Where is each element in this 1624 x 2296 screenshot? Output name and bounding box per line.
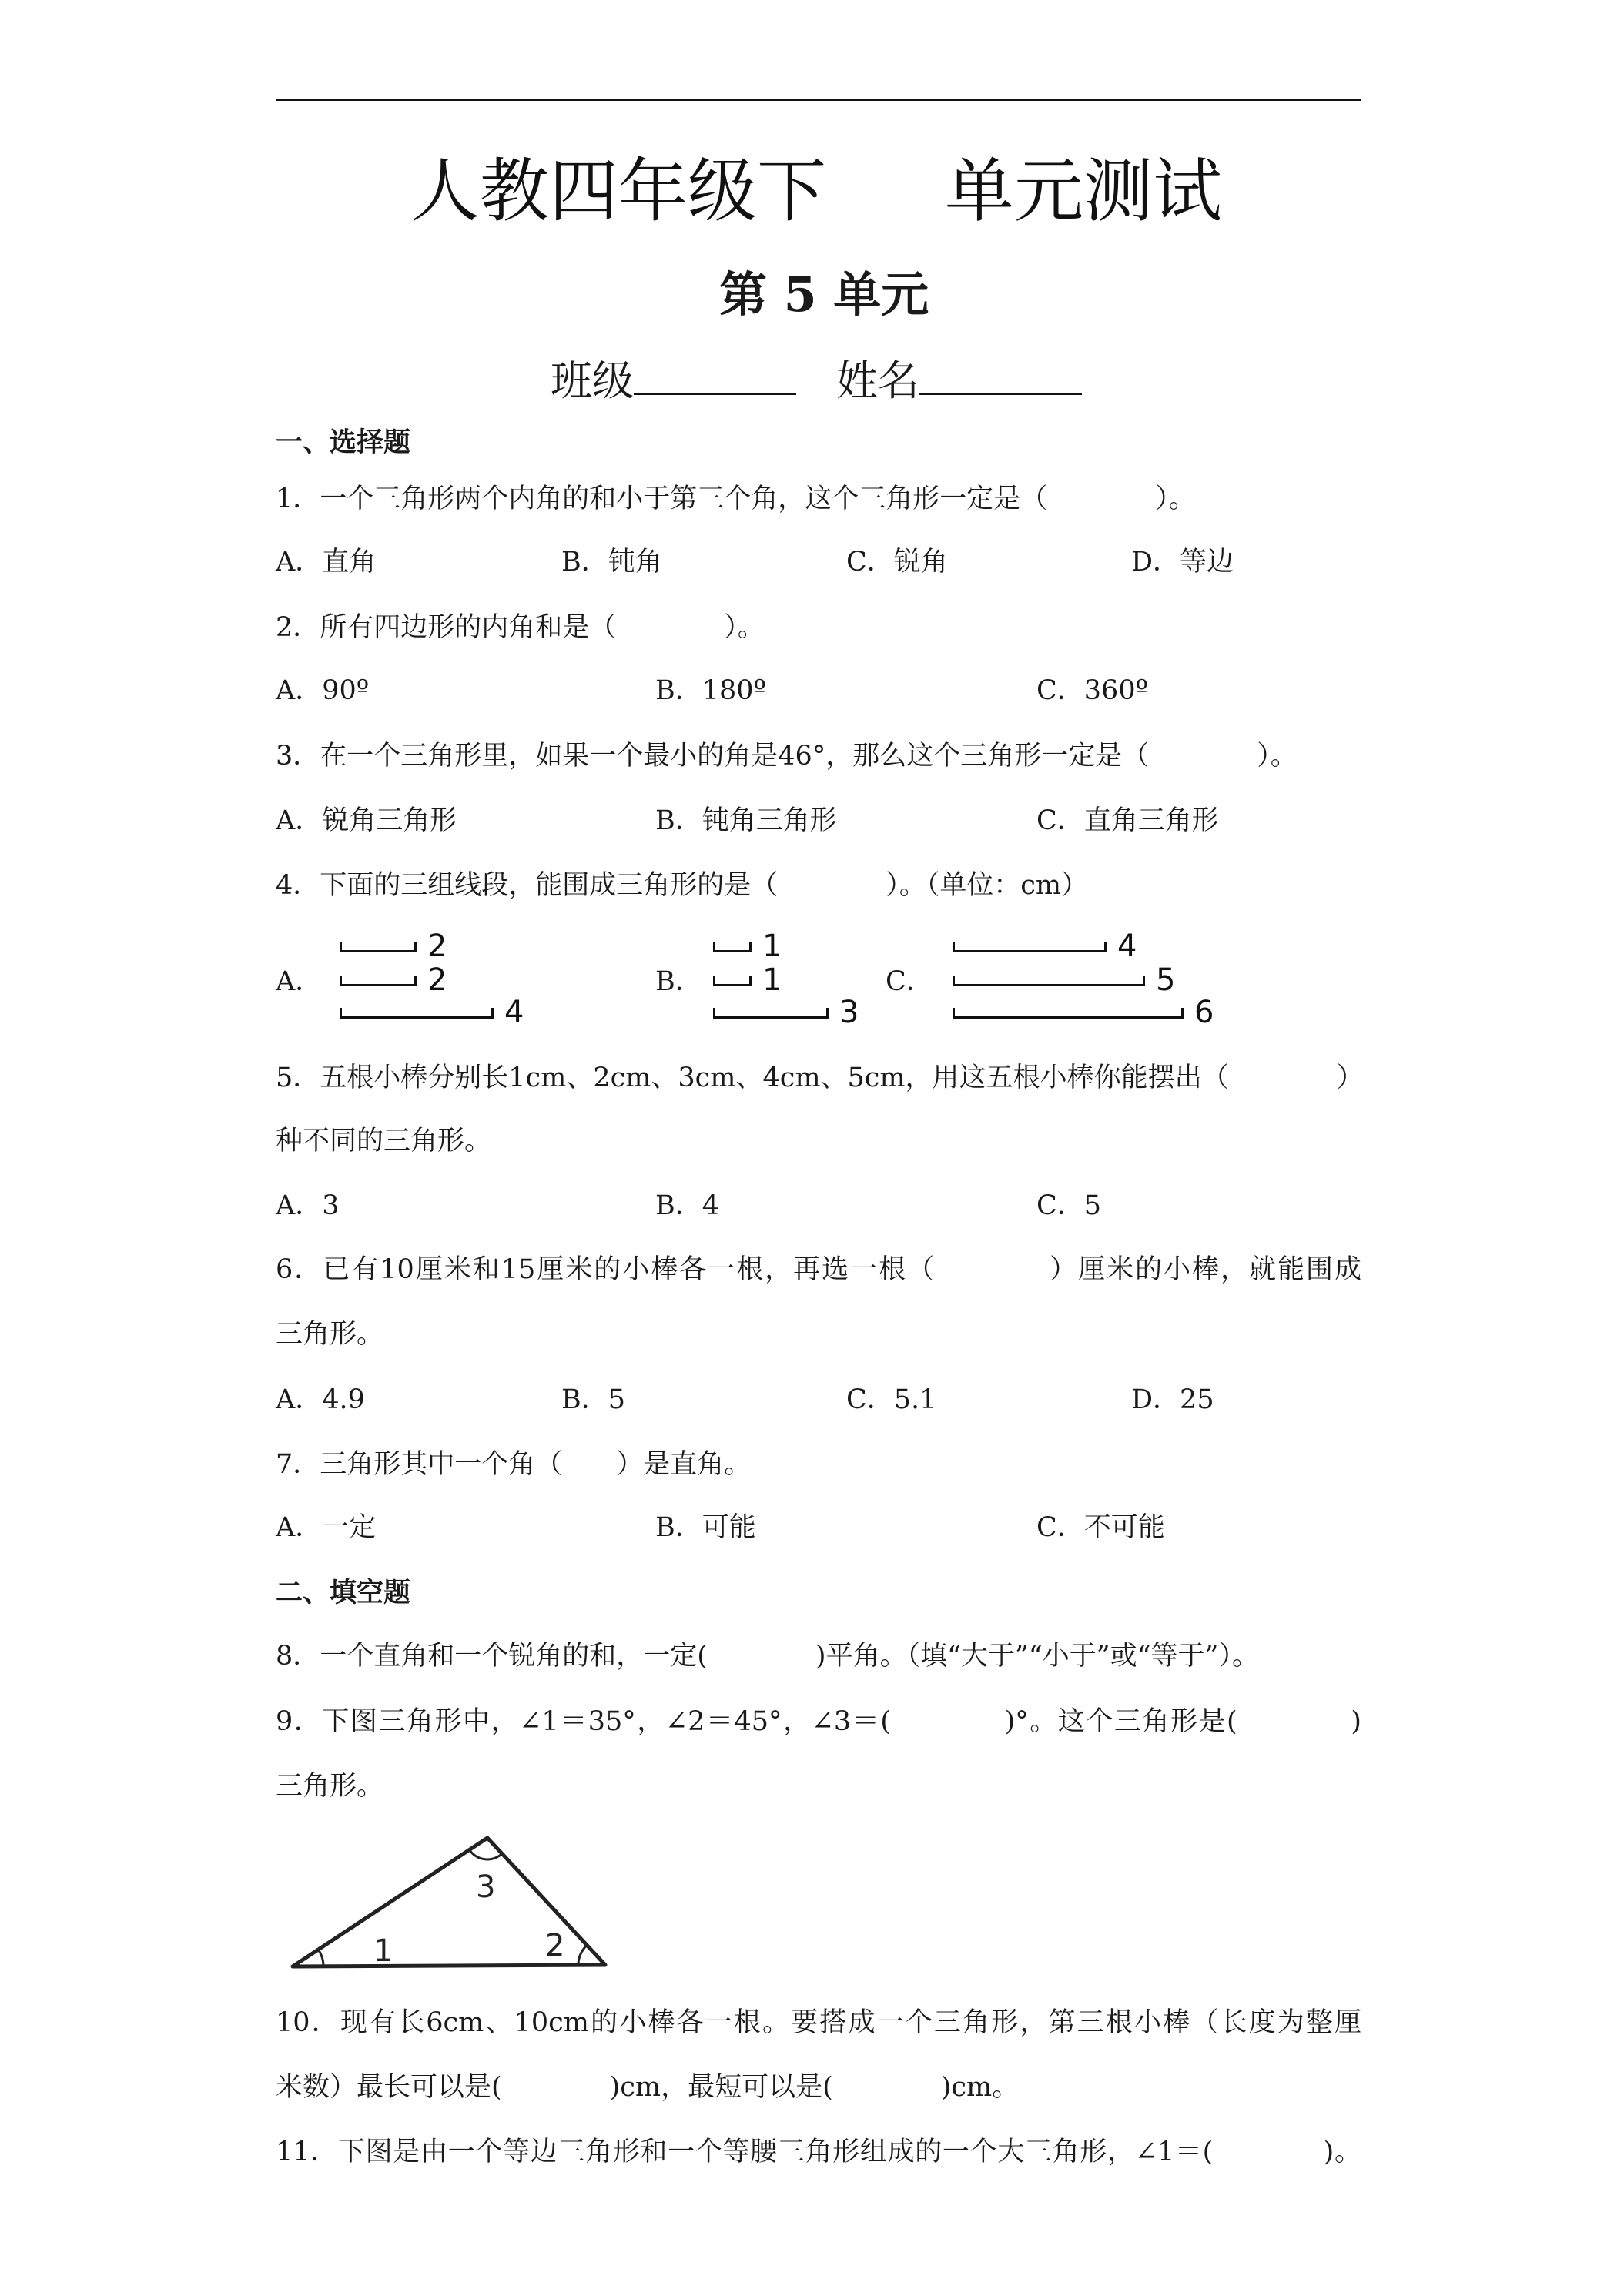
segment-bar <box>340 942 417 952</box>
segment-bar <box>340 1008 494 1019</box>
question-9-line-2: 三角形。 <box>276 1771 384 1802</box>
class-blank <box>634 360 796 395</box>
segment-bar <box>340 976 417 986</box>
q4-segment <box>953 963 1276 997</box>
q2-option-c: C．360º <box>1036 675 1149 706</box>
segment-length-label: 1 <box>762 929 782 964</box>
question-8: 8．一个直角和一个锐角的和，一定( )平角。（填“大于”“小于”或“等于”）。 <box>276 1641 1259 1672</box>
section-heading-choice: 一、选择题 <box>276 427 411 458</box>
segment-length-label: 5 <box>1156 962 1176 998</box>
q2-option-b: B．180º <box>655 675 766 706</box>
question-4: 4．下面的三组线段，能围成三角形的是（ ）。（单位：cm） <box>276 870 1089 901</box>
section-heading-fill: 二、填空题 <box>276 1578 411 1608</box>
q6-option-a: A．4.9 <box>276 1384 365 1415</box>
q9-triangle-figure <box>277 1825 624 1986</box>
q2-option-a: A．90º <box>276 675 370 706</box>
angle-1-label: 1 <box>373 1933 393 1969</box>
question-10-line-2: 米数）最长可以是( )cm，最短可以是( )cm。 <box>276 2072 1020 2103</box>
q1-option-b: B．钝角 <box>561 547 662 577</box>
angle-2-label: 2 <box>545 1928 565 1963</box>
segment-length-label: 2 <box>427 962 447 998</box>
segment-length-label: 1 <box>762 962 782 998</box>
question-1: 1．一个三角形两个内角的和小于第三个角，这个三角形一定是（ ）。 <box>276 484 1196 514</box>
question-11: 11．下图是由一个等边三角形和一个等腰三角形组成的一个大三角形，∠1＝( )。 <box>276 2137 1361 2167</box>
q5-option-b: B．4 <box>655 1190 719 1221</box>
q7-option-c: C．不可能 <box>1036 1512 1165 1543</box>
student-info-line <box>551 356 1082 406</box>
segment-bar <box>953 976 1145 986</box>
page-title-right: 单元测试 <box>945 151 1222 232</box>
name-blank <box>919 360 1082 395</box>
q4-group-c-label: C． <box>886 966 933 997</box>
segment-length-label: 2 <box>427 929 447 964</box>
q5-option-a: A．3 <box>276 1190 340 1221</box>
unit-subtitle: 第 5 单元 <box>719 266 929 323</box>
segment-length-label: 4 <box>1117 929 1137 964</box>
question-7: 7．三角形其中一个角（ ）是直角。 <box>276 1449 752 1480</box>
q7-option-b: B．可能 <box>655 1512 756 1543</box>
question-6-line-1: 6．已有10厘米和15厘米的小棒各一根，再选一根（ ）厘米的小棒，就能围成 <box>276 1254 1361 1285</box>
q4-segment <box>340 996 663 1029</box>
angle-3-label: 3 <box>476 1869 496 1905</box>
question-3: 3．在一个三角形里，如果一个最小的角是46°，那么这个三角形一定是（ ）。 <box>276 741 1298 771</box>
question-10-line-1: 10．现有长6cm、10cm的小棒各一根。要搭成一个三角形，第三根小棒（长度为整厘 <box>276 2007 1361 2038</box>
question-6-line-2: 三角形。 <box>276 1319 384 1350</box>
question-5-line-1: 5．五根小棒分别长1cm、2cm、3cm、4cm、5cm，用这五根小棒你能摆出（ ） <box>276 1063 1364 1093</box>
segment-length-label: 6 <box>1194 995 1214 1030</box>
q3-option-b: B．钝角三角形 <box>655 805 837 836</box>
segment-length-label: 3 <box>839 995 859 1030</box>
segment-bar <box>953 1008 1184 1019</box>
page-title-left: 人教四年级下 <box>410 151 826 232</box>
question-9-line-1: 9．下图三角形中，∠1＝35°，∠2＝45°，∠3＝( )°。这个三角形是( ) <box>276 1706 1361 1737</box>
q6-option-d: D．25 <box>1131 1384 1214 1415</box>
q4-group-b-label: B． <box>655 966 702 997</box>
question-5-line-2: 种不同的三角形。 <box>276 1126 492 1156</box>
q1-option-c: C．锐角 <box>846 547 948 577</box>
q4-group-a-label: A． <box>276 966 323 997</box>
segment-bar <box>713 1008 829 1019</box>
segment-bar <box>713 976 752 986</box>
name-label: 姓名 <box>836 356 919 405</box>
q4-segment <box>340 963 663 997</box>
question-2: 2．所有四边形的内角和是（ ）。 <box>276 612 765 643</box>
q3-option-c: C．直角三角形 <box>1036 805 1219 836</box>
angle-1-arc <box>318 1950 323 1966</box>
segment-bar <box>953 942 1107 952</box>
q6-option-b: B．5 <box>561 1384 625 1415</box>
angle-2-arc <box>578 1945 587 1965</box>
q4-segment <box>953 929 1276 963</box>
q3-option-a: A．锐角三角形 <box>276 805 457 836</box>
segment-bar <box>713 942 752 952</box>
q4-segment <box>953 996 1276 1029</box>
q1-option-a: A．直角 <box>276 547 377 577</box>
header-rule <box>276 99 1361 101</box>
q4-segment <box>340 929 663 963</box>
q7-option-a: A．一定 <box>276 1512 377 1543</box>
q1-option-d: D．等边 <box>1131 547 1234 577</box>
class-label: 班级 <box>551 356 634 405</box>
q6-option-c: C．5.1 <box>846 1384 937 1415</box>
segment-length-label: 4 <box>504 995 524 1030</box>
q5-option-c: C．5 <box>1036 1190 1102 1221</box>
